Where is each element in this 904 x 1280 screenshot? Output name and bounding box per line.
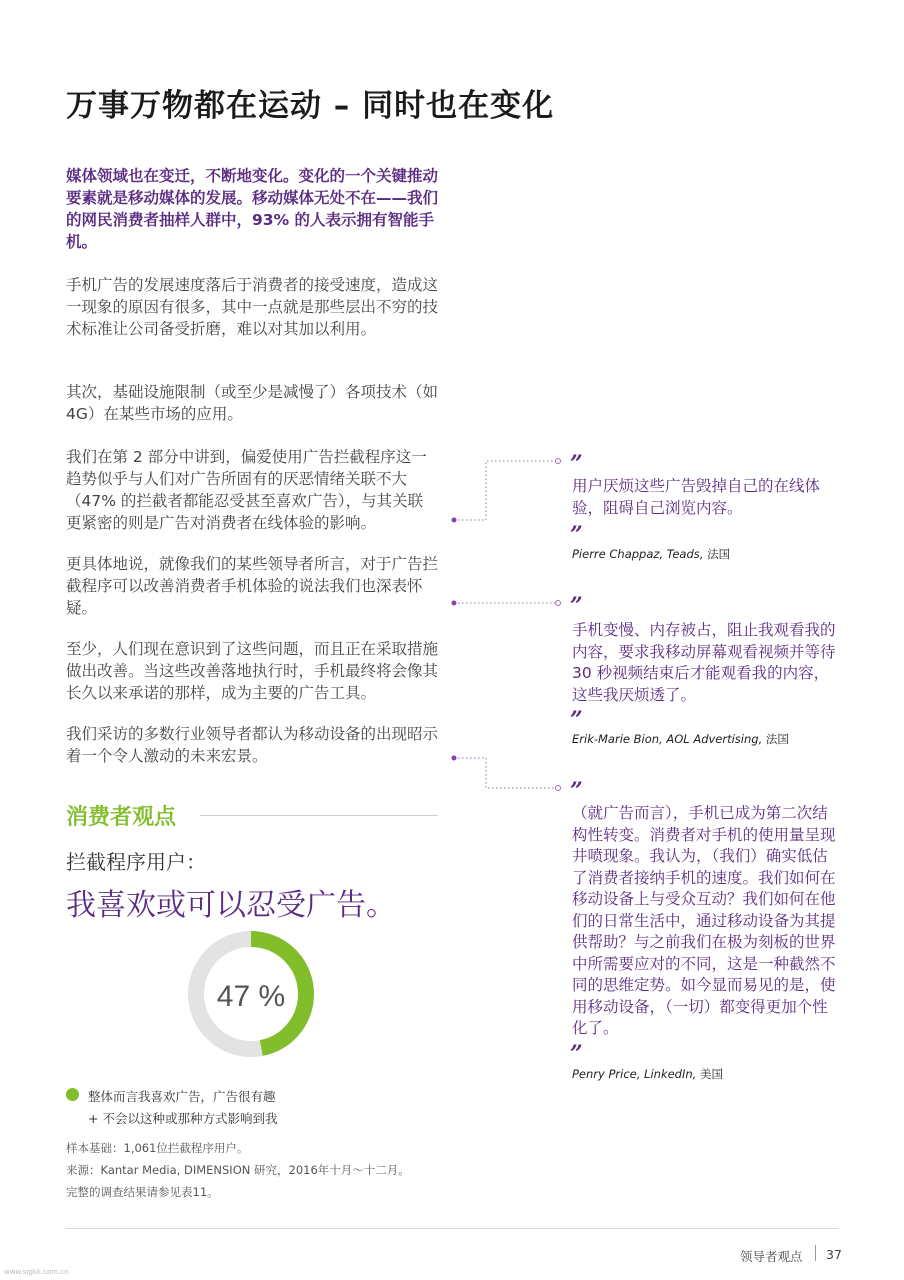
footnote-source: 来源：Kantar Media, DIMENSION 研究，2016年十月～十二月。 xyxy=(66,1163,410,1177)
connector-dot xyxy=(452,601,457,606)
quote-3-text: （就广告而言），手机已成为第二次结构性转变。消费者对手机的使用量呈现井喷现象。我认为，（我们）确实低估了消费者接纳手机的速度。我们如何在移动设备上与受众互动？我们如何在他们的日常生活中，通过移动设备为其提供帮助？与之前我们在极为刻板的世界中所需要应对的不同，这是一种截然不同的思维定势。如今显而易见的是，使用移动设备，（一切）都变得更加个性化了。 xyxy=(572,804,836,1037)
lead-paragraph: 媒体领域也在变迁，不断地变化。变化的一个关键推动要素就是移动媒体的发展。移动媒体无处不在——我们的网民消费者抽样人群中，93% 的人表示拥有智能手机。 xyxy=(66,167,439,251)
chart-headline: 我喜欢或可以忍受广告。 xyxy=(66,888,396,923)
quote-2-text: 手机变慢、内存被占，阻止我观看我的内容，要求我移动屏幕观看视频并等待 30 秒视频结束后才能观看我的内容，这些我厌烦透了。 xyxy=(572,621,836,704)
footer-section-label: 领导者观点 xyxy=(740,1249,803,1264)
close-quote-icon: ” xyxy=(570,522,583,548)
connector-end xyxy=(556,459,561,464)
quote-1-attribution xyxy=(572,546,730,562)
quote-2-country: 法国 xyxy=(765,732,789,746)
footnote-reference: 完整的调查结果请参见表11。 xyxy=(66,1185,219,1199)
body-paragraph-1: 手机广告的发展速度落后于消费者的接受速度，造成这一现象的原因有很多，其中一点就是那些层出不穷的技术标准让公司备受折磨，难以对其加以利用。 xyxy=(66,276,439,338)
quote-3-name: Penry Price, LinkedIn, xyxy=(572,1067,697,1081)
connector-end xyxy=(556,601,561,606)
footnote-sample: 样本基础：1,061位拦截程序用户。 xyxy=(66,1141,249,1155)
body-paragraph-6: 我们采访的多数行业领导者都认为移动设备的出现昭示着一个令人激动的未来宏景。 xyxy=(66,725,439,765)
chart-subheading: 拦截程序用户： xyxy=(66,850,206,874)
page-number: 37 xyxy=(826,1247,842,1262)
legend-swatch xyxy=(66,1088,79,1101)
connector-end xyxy=(556,786,561,791)
connector-3 xyxy=(454,758,556,788)
connector-dot xyxy=(452,756,457,761)
page-title: 万事万物都在运动 – 同时也在变化 xyxy=(66,88,555,124)
close-quote-icon: ” xyxy=(570,1041,583,1067)
donut-center-label: 47 % xyxy=(216,980,286,1013)
footer-divider xyxy=(66,1228,838,1229)
footer-separator xyxy=(815,1245,816,1261)
legend-item-2: + 不会以这种或那种方式影响到我 xyxy=(88,1111,278,1126)
quote-1-country: 法国 xyxy=(707,547,731,561)
donut-chart xyxy=(185,928,317,1060)
body-paragraph-2: 其次，基础设施限制（或至少是减慢了）各项技术（如 4G）在某些市场的应用。 xyxy=(66,383,439,423)
quote-3-attribution xyxy=(572,1066,723,1082)
open-quote-icon: ” xyxy=(570,778,583,804)
open-quote-icon: ” xyxy=(570,593,583,619)
open-quote-icon: ” xyxy=(570,451,583,477)
quote-3-country: 美国 xyxy=(699,1067,723,1081)
quote-1-text: 用户厌烦这些广告毁掉自己的在线体验，阻碍自己浏览内容。 xyxy=(572,477,821,517)
body-paragraph-5: 至少，人们现在意识到了这些问题，而且正在采取措施做出改善。当这些改善落地执行时，手机最终将会像其长久以来承诺的那样，成为主要的广告工具。 xyxy=(66,640,439,702)
connector-dot xyxy=(452,518,457,523)
body-paragraph-4: 更具体地说，就像我们的某些领导者所言，对于广告拦截程序可以改善消费者手机体验的说法我们也深表怀疑。 xyxy=(66,555,439,617)
quote-2-attribution xyxy=(572,731,789,747)
legend-item-1: 整体而言我喜欢广告，广告很有趣 xyxy=(88,1089,276,1104)
connector-1 xyxy=(454,461,556,520)
watermark: www.sqjkk.com.cn xyxy=(4,1268,69,1276)
close-quote-icon: ” xyxy=(570,707,583,733)
quote-connectors xyxy=(440,450,580,800)
section-heading: 消费者观点 xyxy=(66,805,177,830)
quote-1-name: Pierre Chappaz, Teads, xyxy=(572,547,704,561)
section-divider xyxy=(200,815,438,816)
body-paragraph-3: 我们在第 2 部分中讲到，偏爱使用广告拦截程序这一趋势似乎与人们对广告所固有的厌恶情绪关联不大（47% 的拦截者都能忍受甚至喜欢广告），与其关联更紧密的则是广告对消费者在线体验的影响。 xyxy=(66,448,427,532)
quote-2-name: Erik-Marie Bion, AOL Advertising, xyxy=(572,732,763,746)
